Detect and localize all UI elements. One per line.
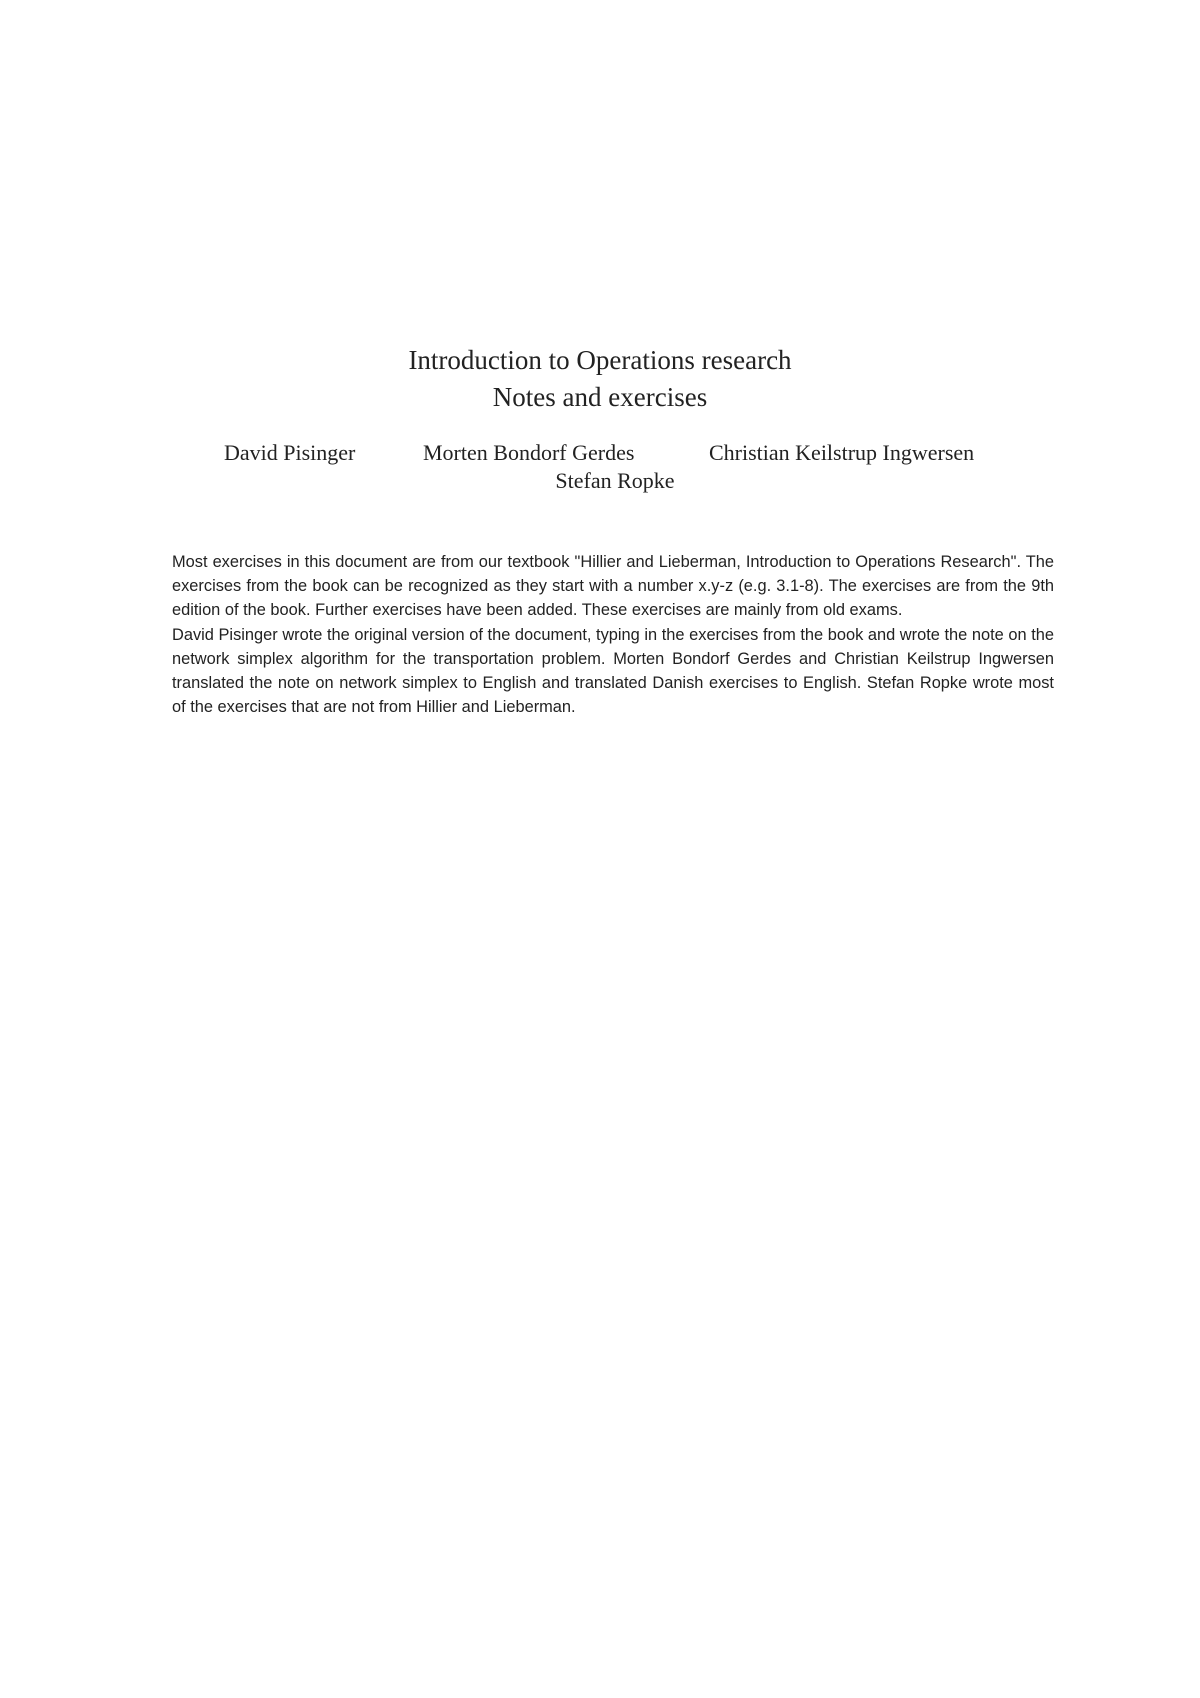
title-block — [0, 342, 1200, 416]
preface-paragraph: Most exercises in this document are from our textbook "Hillier and Lieberman, Introduction to Operations Research". The exercises from the book can be recognized as they start with a number x.y-z (e.g. 3.1-8). The exercises are from the 9th edition of the book. Further exercises have been added. These exercises are mainly from old exams. — [172, 553, 1054, 620]
author-name: Christian Keilstrup Ingwersen — [709, 440, 975, 465]
author-name: Morten Bondorf Gerdes — [423, 440, 635, 465]
author-name: David Pisinger — [224, 440, 356, 465]
author-name: Stefan Ropke — [555, 468, 675, 493]
preface-text — [172, 550, 1054, 719]
document-subtitle: Notes and exercises — [492, 382, 708, 412]
document-title: Introduction to Operations research — [408, 345, 792, 375]
preface-paragraph: David Pisinger wrote the original version of the document, typing in the exercises from the book and wrote the note on the network simplex algorithm for the transportation problem. Morten Bondorf Gerdes and Christian Keilstrup Ingwersen translated the note on network simplex to English and translated Danish exercises to English. Stefan Ropke wrote most of the exercises that are not from Hillier and Lieberman. — [172, 625, 1054, 717]
